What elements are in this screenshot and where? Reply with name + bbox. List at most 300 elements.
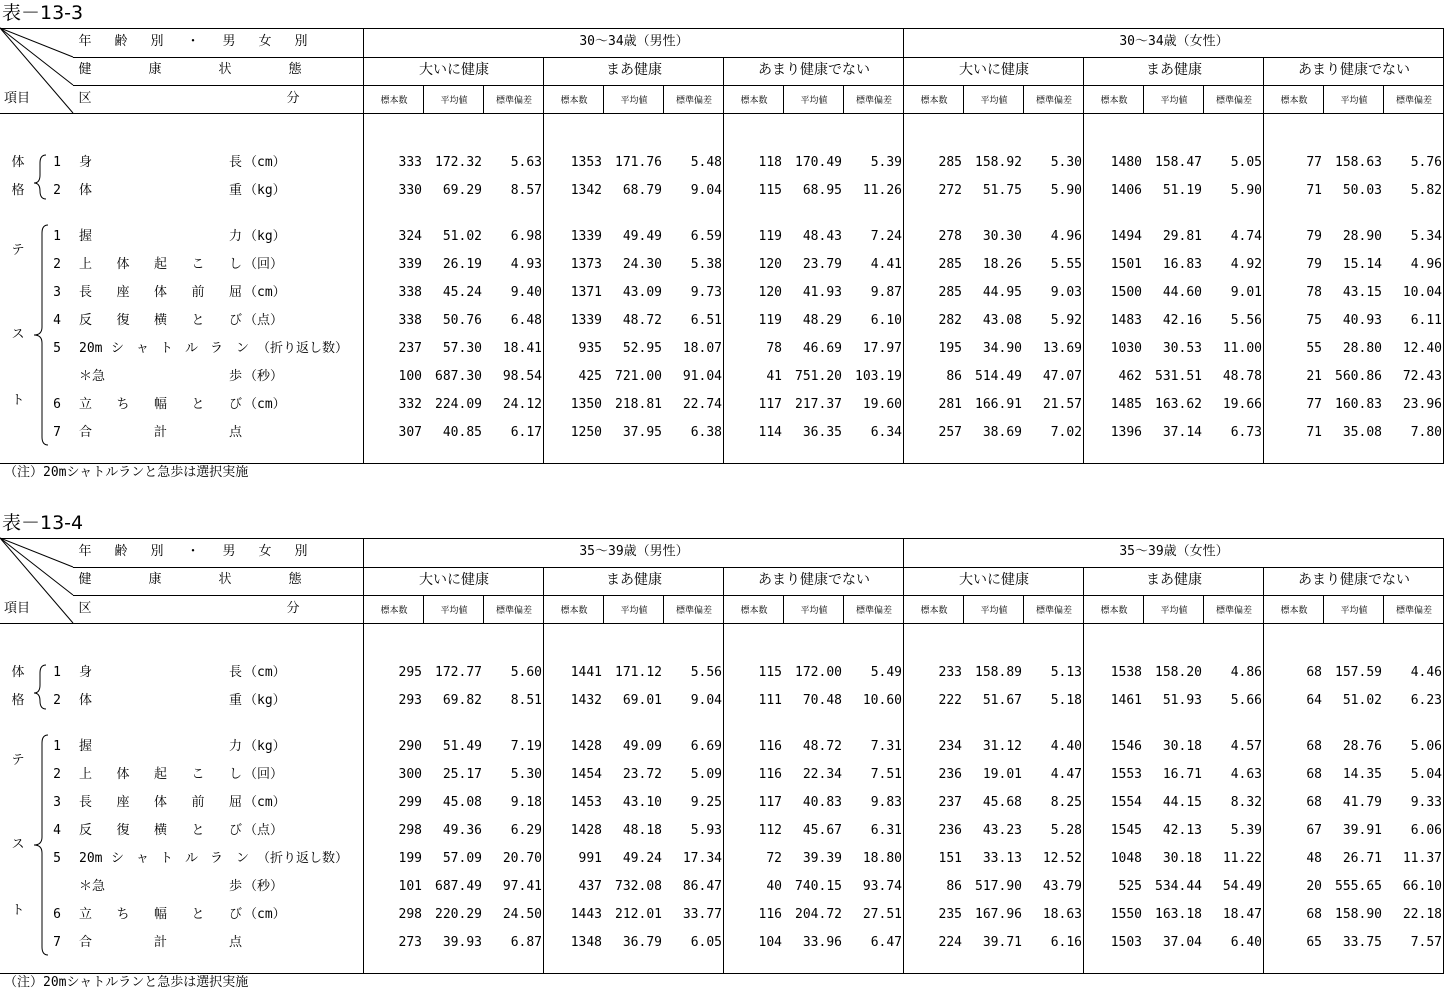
table-cell-value: 1485 [1110,397,1142,412]
row-name-char: し [229,257,243,272]
table-cell-value: 68 [1306,907,1322,922]
row-name-char: 復 [116,823,130,838]
table-cell-value: 51.75 [982,183,1022,198]
stat-column-header: 標準偏差 [1395,606,1433,616]
row-name-char: シ [111,851,125,866]
stat-column-header: 標本数 [920,96,948,106]
table-cell-value: 1428 [570,823,602,838]
row-unit: （kg） [244,739,286,754]
table-cell-value: 7.31 [870,739,902,754]
health-category-header: あまり健康でない [758,572,870,588]
group-braces [0,538,60,974]
table-cell-value: 26.19 [442,257,482,272]
health-divider [723,567,724,974]
table-cell-value: 9.40 [510,285,542,300]
row-name-char: び [229,907,243,922]
header-health-char: 状 [218,62,232,77]
table-cell-value: 298 [398,823,422,838]
table-cell-value: 195 [938,341,962,356]
table-cell-value: 5.30 [510,767,542,782]
table-cell-value: 1396 [1110,425,1142,440]
table-cell-value: 158.20 [1155,665,1202,680]
table-cell-value: 5.05 [1230,155,1262,170]
health-category-header: まあ健康 [606,572,662,588]
table-cell-value: 5.56 [690,665,722,680]
table-cell-value: 4.96 [1410,257,1442,272]
table-cell-value: 42.13 [1162,823,1202,838]
table-cell-value: 462 [1118,369,1142,384]
row-name-char: 立 [79,907,93,922]
table-cell-value: 437 [578,879,602,894]
table-cell-value: 22.74 [682,397,722,412]
stat-divider [843,595,844,623]
row-name-char: 前 [191,795,205,810]
table-cell-value: 235 [938,907,962,922]
table-cell-value: 5.09 [690,767,722,782]
table-cell-value: 224.09 [435,397,482,412]
table-cell-value: 1554 [1110,795,1142,810]
header-item-label: 項目 [4,91,31,106]
table-cell-value: 117 [758,397,782,412]
table-cell-value: 49.36 [442,823,482,838]
table-cell-value: 93.74 [862,879,902,894]
row-unit: （cm） [244,665,286,680]
table-cell-value: 199 [398,851,422,866]
table-cell-value: 7.24 [870,229,902,244]
header-age-sex-char: 齢 [114,544,128,559]
table-cell-value: 117 [758,795,782,810]
stat-column-header: 平均値 [980,96,1008,106]
row-number: 1 [53,229,61,244]
table-cell-value: 5.63 [510,155,542,170]
row-unit: （折り返し数） [257,341,349,356]
table-cell-value: 514.49 [975,369,1022,384]
health-category-header: 大いに健康 [419,572,489,588]
row-name-char: 握 [79,739,93,754]
table-cell-value: 24.30 [622,257,662,272]
table-cell-value: 1550 [1110,907,1142,922]
stat-divider [1143,595,1144,623]
table-cell-value: 11.37 [1402,851,1442,866]
table-cell-value: 66.10 [1402,879,1442,894]
table-cell-value: 28.76 [1342,739,1382,754]
stat-divider [1143,85,1144,113]
table-cell-value: 33.96 [802,935,842,950]
row-number: 7 [53,935,61,950]
side-label-taikaku: 格 [11,183,25,198]
row-number: 1 [53,665,61,680]
side-label-taikaku: 体 [11,665,25,680]
stat-column-header: 標準偏差 [495,96,533,106]
row-name-char: 体 [116,767,130,782]
table-cell-value: 1348 [570,935,602,950]
table-cell-value: 1371 [570,285,602,300]
table-cell-value: 51.67 [982,693,1022,708]
stat-divider [783,85,784,113]
table-cell-value: 21 [1306,369,1322,384]
group-header-male: 35～39歳（男性） [579,544,689,559]
health-divider [1263,57,1264,464]
row-name-char: 立 [79,397,93,412]
row-name-char: ト [160,851,174,866]
table-cell-value: 9.18 [510,795,542,810]
table-cell-value: 37.04 [1162,935,1202,950]
row-name-char: 力 [229,739,243,754]
stat-column-header: 標本数 [380,606,408,616]
table-cell-value: 8.25 [1050,795,1082,810]
header-rule-1b [364,567,1444,568]
table-cell-value: 4.40 [1050,739,1082,754]
table-cell-value: 17.34 [682,851,722,866]
stat-column-header: 標本数 [740,96,768,106]
table-cell-value: 160.83 [1335,397,1382,412]
stat-column-header: 平均値 [620,96,648,106]
row-name-char: 歩 [229,879,243,894]
table-cell-value: 6.29 [510,823,542,838]
group-braces [0,28,60,464]
header-age-sex-char: 齢 [114,34,128,49]
table-cell-value: 9.03 [1050,285,1082,300]
table-cell-value: 11.26 [862,183,902,198]
row-name-char: ＊急 [79,879,106,894]
table-cell-value: 36.35 [802,425,842,440]
row-name-char: 20m [79,851,103,866]
row-name-char: 長 [79,795,93,810]
table-cell-value: 257 [938,425,962,440]
table-cell-value: 425 [578,369,602,384]
table-cell-value: 18.47 [1222,907,1262,922]
table-cell-value: 11.00 [1222,341,1262,356]
table-cell-value: 5.82 [1410,183,1442,198]
table-cell-value: 20 [1306,879,1322,894]
stat-column-header: 平均値 [620,606,648,616]
row-name-char: 起 [154,767,168,782]
row-number: 7 [53,425,61,440]
stat-column-header: 標準偏差 [1395,96,1433,106]
row-name-char: ＊急 [79,369,106,384]
table-cell-value: 935 [578,341,602,356]
row-unit: （cm） [244,907,286,922]
table-cell-value: 9.04 [690,183,722,198]
table-cell-value: 1501 [1110,257,1142,272]
table-cell-value: 1483 [1110,313,1142,328]
table-cell-value: 23.72 [622,767,662,782]
table-cell-value: 120 [758,285,782,300]
row-name-char: ト [160,341,174,356]
side-label-taikaku: 格 [11,693,25,708]
row-name-char: 座 [116,795,130,810]
table-cell-value: 5.39 [1230,823,1262,838]
stat-divider [1023,85,1024,113]
table-cell-value: 68 [1306,767,1322,782]
table-cell-value: 1545 [1110,823,1142,838]
table-cell-value: 69.01 [622,693,662,708]
table-note: （注）20mシャトルランと急歩は選択実施 [4,465,249,480]
row-name-char: 身 [79,155,93,170]
table-cell-value: 68 [1306,795,1322,810]
table-cell-value: 45.24 [442,285,482,300]
table-cell-value: 16.71 [1162,767,1202,782]
table-cell-value: 1432 [570,693,602,708]
table-cell-value: 67 [1306,823,1322,838]
table-cell-value: 517.90 [975,879,1022,894]
row-name-char: ル [185,851,199,866]
table-cell-value: 222 [938,693,962,708]
table-cell-value: 10.04 [1402,285,1442,300]
health-category-header: 大いに健康 [419,62,489,78]
table-cell-value: 6.73 [1230,425,1262,440]
row-name-char: ち [116,397,130,412]
table-cell-value: 40.83 [802,795,842,810]
row-name-char: 合 [79,425,93,440]
stat-divider [423,85,424,113]
row-name-char: 重 [229,183,243,198]
row-number: 6 [53,397,61,412]
table-cell-value: 72.43 [1402,369,1442,384]
stat-column-header: 平均値 [440,606,468,616]
table-cell-value: 531.51 [1155,369,1202,384]
table-cell-value: 24.12 [502,397,542,412]
table-cell-value: 5.55 [1050,257,1082,272]
table-cell-value: 68 [1306,665,1322,680]
stat-column-header: 平均値 [800,606,828,616]
table-cell-value: 16.83 [1162,257,1202,272]
table-cell-value: 4.96 [1050,229,1082,244]
table-cell-value: 49.09 [622,739,662,754]
table-cell-value: 48 [1306,851,1322,866]
row-name-char: 屈 [229,285,243,300]
health-category-header: あまり健康でない [1298,572,1410,588]
table-cell-value: 23.96 [1402,397,1442,412]
table-cell-value: 4.74 [1230,229,1262,244]
table-cell-value: 5.13 [1050,665,1082,680]
table-cell-value: 11.22 [1222,851,1262,866]
header-health-char: 康 [148,572,162,587]
table-cell-value: 158.90 [1335,907,1382,922]
table-cell-value: 75 [1306,313,1322,328]
row-unit: （秒） [244,879,284,894]
table-cell-value: 158.89 [975,665,1022,680]
row-name-char: 反 [79,313,93,328]
table-cell-value: 54.49 [1222,879,1262,894]
table-cell-value: 91.04 [682,369,722,384]
table-cell-value: 1461 [1110,693,1142,708]
header-health-char: 態 [288,572,302,587]
table-cell-value: 1373 [570,257,602,272]
table-cell-value: 86 [946,879,962,894]
table-note: （注）20mシャトルランと急歩は選択実施 [4,975,249,990]
table-cell-value: 116 [758,907,782,922]
health-divider [1083,567,1084,974]
table-cell-value: 12.52 [1042,851,1082,866]
table-cell-value: 5.92 [1050,313,1082,328]
row-number: 2 [53,693,61,708]
row-name-char: び [229,823,243,838]
table-cell-value: 24.50 [502,907,542,922]
table-cell-value: 1480 [1110,155,1142,170]
header-age-sex-char: 別 [150,34,164,49]
row-name-char: 座 [116,285,130,300]
table-cell-value: 71 [1306,183,1322,198]
row-name-char: 体 [154,795,168,810]
stat-divider [1383,85,1384,113]
table-cell-value: 33.77 [682,907,722,922]
table-cell-value: 48.29 [802,313,842,328]
table-cell-value: 70.48 [802,693,842,708]
stat-column-header: 平均値 [1340,606,1368,616]
row-name-char: 幅 [154,907,168,922]
table-cell-value: 339 [398,257,422,272]
table-cell-value: 40 [766,879,782,894]
table-cell-value: 43.15 [1342,285,1382,300]
health-divider [1083,57,1084,464]
stat-divider [1203,85,1204,113]
table-cell-value: 51.02 [1342,693,1382,708]
table-cell-value: 4.63 [1230,767,1262,782]
table-cell-value: 77 [1306,397,1322,412]
stat-divider [843,85,844,113]
table-cell-value: 23.79 [802,257,842,272]
health-category-header: あまり健康でない [758,62,870,78]
table-cell-value: 299 [398,795,422,810]
row-name-char: 上 [79,257,93,272]
row-name-char: ン [236,851,250,866]
health-divider [543,567,544,974]
table-cell-value: 4.47 [1050,767,1082,782]
table-cell-value: 687.49 [435,879,482,894]
table-cell-value: 68 [1306,739,1322,754]
row-name-char: 身 [79,665,93,680]
table-cell-value: 1441 [570,665,602,680]
stat-column-header: 標本数 [1280,96,1308,106]
stat-column-header: 標準偏差 [1215,96,1253,106]
table-cell-value: 5.90 [1230,183,1262,198]
table-cell-value: 6.51 [690,313,722,328]
table-cell-value: 50.03 [1342,183,1382,198]
table-cell-value: 119 [758,313,782,328]
table-cell-value: 31.12 [982,739,1022,754]
row-name-char: 幅 [154,397,168,412]
table-cell-value: 97.41 [502,879,542,894]
table-cell-value: 4.57 [1230,739,1262,754]
table-cell-value: 278 [938,229,962,244]
header-rule-1b [364,57,1444,58]
row-name-char: 屈 [229,795,243,810]
stat-column-header: 平均値 [1160,606,1188,616]
table-cell-value: 15.14 [1342,257,1382,272]
table-cell-value: 79 [1306,257,1322,272]
stat-divider [1203,595,1204,623]
table-cell-value: 115 [758,183,782,198]
table-cell-value: 560.86 [1335,369,1382,384]
row-name-char: 反 [79,823,93,838]
row-number: 5 [53,851,61,866]
side-label-taikaku: 体 [11,155,25,170]
table-cell-value: 172.00 [795,665,842,680]
table-cell-value: 172.77 [435,665,482,680]
stat-divider [663,85,664,113]
row-name-char: 計 [154,425,168,440]
table-cell-value: 48.18 [622,823,662,838]
row-unit: （cm） [244,285,286,300]
table-cell-value: 751.20 [795,369,842,384]
table-cell-value: 1339 [570,313,602,328]
row-unit: （秒） [244,369,284,384]
table-cell-value: 7.80 [1410,425,1442,440]
row-name-char: 長 [229,665,243,680]
table-cell-value: 22.18 [1402,907,1442,922]
row-unit: （kg） [244,183,286,198]
header-health-char: 状 [218,572,232,587]
header-health-char: 健 [78,572,92,587]
table-cell-value: 120 [758,257,782,272]
table-cell-value: 4.86 [1230,665,1262,680]
table-cell-value: 57.30 [442,341,482,356]
table-cell-value: 43.79 [1042,879,1082,894]
table-13-3-block [0,0,1444,480]
table-cell-value: 52.95 [622,341,662,356]
table-cell-value: 6.98 [510,229,542,244]
row-name-char: ャ [136,341,150,356]
table-cell-value: 64 [1306,693,1322,708]
row-name-char: こ [191,257,205,272]
table-cell-value: 732.08 [615,879,662,894]
group-header-female: 35～39歳（女性） [1119,544,1229,559]
table-cell-value: 18.63 [1042,907,1082,922]
header-age-sex-char: 別 [150,544,164,559]
row-name-char: 点 [229,425,243,440]
stat-column-header: 平均値 [800,96,828,106]
stat-column-header: 標本数 [920,606,948,616]
health-divider [543,57,544,464]
table-cell-value: 740.15 [795,879,842,894]
table-cell-value: 48.78 [1222,369,1262,384]
table-cell-value: 114 [758,425,782,440]
health-divider [1263,567,1264,974]
stat-column-header: 標本数 [1100,606,1128,616]
table-cell-value: 5.66 [1230,693,1262,708]
header-bun-label: 分 [286,91,300,106]
header-age-sex-char: 別 [294,544,308,559]
table-cell-value: 6.23 [1410,693,1442,708]
table-cell-value: 1048 [1110,851,1142,866]
brace [34,735,48,955]
header-ku-label: 区 [78,601,92,616]
table-cell-value: 43.08 [982,313,1022,328]
stat-column-header: 標準偏差 [855,96,893,106]
row-name-char: 起 [154,257,168,272]
stat-divider [963,85,964,113]
table-cell-value: 151 [938,851,962,866]
table-cell-value: 25.17 [442,767,482,782]
stat-column-header: 標準偏差 [1215,606,1253,616]
row-name-char: 体 [79,183,93,198]
table-cell-value: 220.29 [435,907,482,922]
table-cell-value: 45.68 [982,795,1022,810]
table-cell-value: 212.01 [615,907,662,922]
table-cell-value: 293 [398,693,422,708]
table-cell-value: 50.76 [442,313,482,328]
table-cell-value: 118 [758,155,782,170]
table-cell-value: 6.16 [1050,935,1082,950]
row-name-char: ル [185,341,199,356]
table-cell-value: 30.30 [982,229,1022,244]
table-cell-value: 42.16 [1162,313,1202,328]
header-age-sex-char: 女 [258,544,272,559]
table-cell-value: 1250 [570,425,602,440]
header-age-sex-char: ・ [186,34,200,49]
table-cell-value: 167.96 [975,907,1022,922]
